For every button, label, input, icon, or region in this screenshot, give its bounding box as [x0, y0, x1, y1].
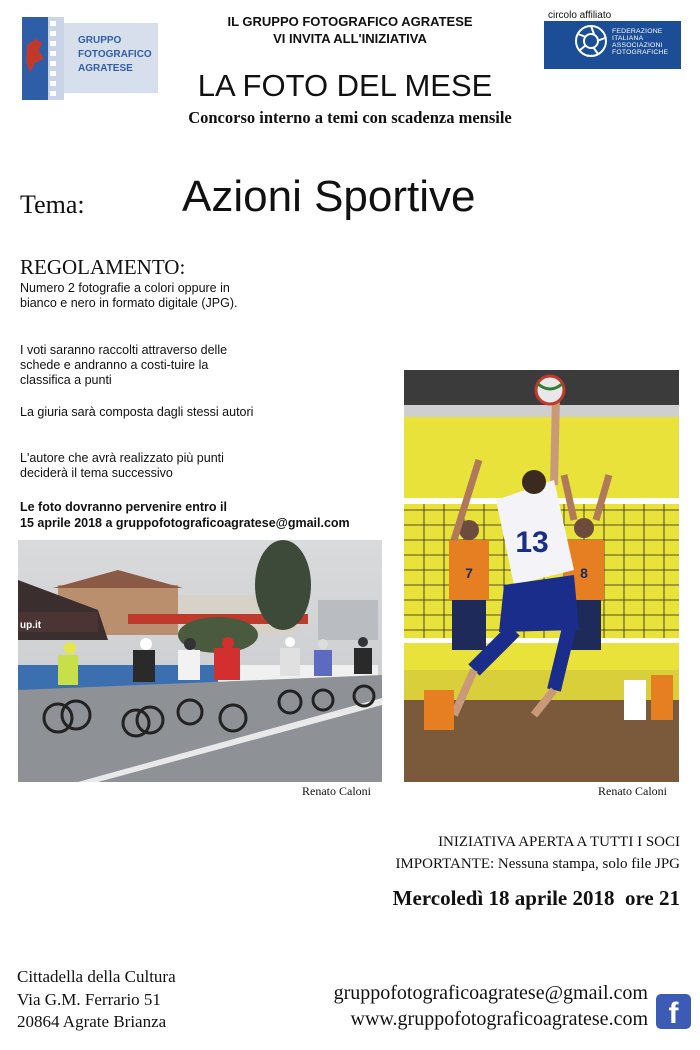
rule-item: La giuria sarà composta dagli stessi autori [20, 405, 254, 419]
address-street: Via G.M. Ferrario 51 [17, 990, 161, 1009]
volley-blocker-left-number: 7 [465, 565, 473, 581]
group-logo-line3: AGRATESE [78, 63, 133, 74]
volleyball-photo [404, 370, 679, 782]
cycling-banner-text: up.it [20, 620, 42, 631]
contact-email-link[interactable]: gruppofotograficoagratese@gmail.com [333, 982, 648, 1004]
address-city: 20864 Agrate Brianza [17, 1012, 167, 1031]
fiaf-name [612, 28, 668, 56]
important-notice [395, 856, 680, 873]
page-subtitle: Concorso interno a temi con scadenza mensile [188, 108, 512, 127]
volleyball-photo-credit: Renato Caloni [598, 784, 667, 798]
event-date-time: Mercoledì 18 aprile 2018 ore 21 [392, 886, 680, 910]
fiaf-name-line2: ITALIANA [612, 35, 644, 42]
cycling-photo-credit: Renato Caloni [302, 784, 371, 798]
invite-line-2: VI INVITA ALL'INIZIATIVA [273, 31, 427, 46]
theme-label: Tema: [20, 190, 85, 219]
address-venue: Cittadella della Cultura [17, 967, 176, 986]
deadline-notice [20, 499, 350, 531]
volley-spiker-number: 13 [515, 526, 549, 559]
rule-item: L'autore che avrà realizzato più punti deciderà il tema successivo [20, 451, 224, 480]
rules-heading: REGOLAMENTO: [20, 255, 186, 279]
invite-line-1: IL GRUPPO FOTOGRAFICO AGRATESE [227, 14, 473, 29]
volley-blocker-right-number: 8 [580, 565, 588, 581]
page-title: LA FOTO DEL MESE [197, 68, 493, 103]
rule-item: Numero 2 fotografie a colori oppure in bianco e nero in formato digitale (JPG). [20, 281, 238, 310]
facebook-icon[interactable]: f [656, 994, 691, 1029]
affiliate-caption: circolo affiliato [548, 10, 612, 21]
fiaf-name-line4: FOTOGRAFICHE [612, 49, 669, 56]
fiaf-mark-label: FIAF [586, 53, 596, 58]
group-logo-line1: GRUPPO [78, 35, 122, 46]
fiaf-aperture-icon [574, 24, 608, 58]
theme-value: Azioni Sportive [182, 172, 476, 221]
rule-item: I voti saranno raccolti attraverso delle schede e andranno a costi-tuire la classifica a punti [20, 343, 228, 387]
group-logo-line2: FOTOGRAFICO [78, 49, 152, 60]
deadline-line-2: 15 aprile 2018 a gruppofotograficoagratese@gmail.com [20, 516, 350, 530]
open-to-members-line: INIZIATIVA APERTA A TUTTI I SOCI [438, 834, 680, 850]
fiaf-name-line3: ASSOCIAZIONI [612, 42, 663, 49]
cycling-photo [18, 540, 382, 782]
important-label: IMPORTANTE: [395, 856, 495, 872]
important-text: Nessuna stampa, solo file JPG [494, 856, 680, 872]
website-link[interactable]: www.gruppofotograficoagratese.com [350, 1008, 648, 1030]
fiaf-name-line1: FEDERAZIONE [612, 28, 663, 35]
deadline-line-1: Le foto dovranno pervenire entro il [20, 500, 227, 514]
